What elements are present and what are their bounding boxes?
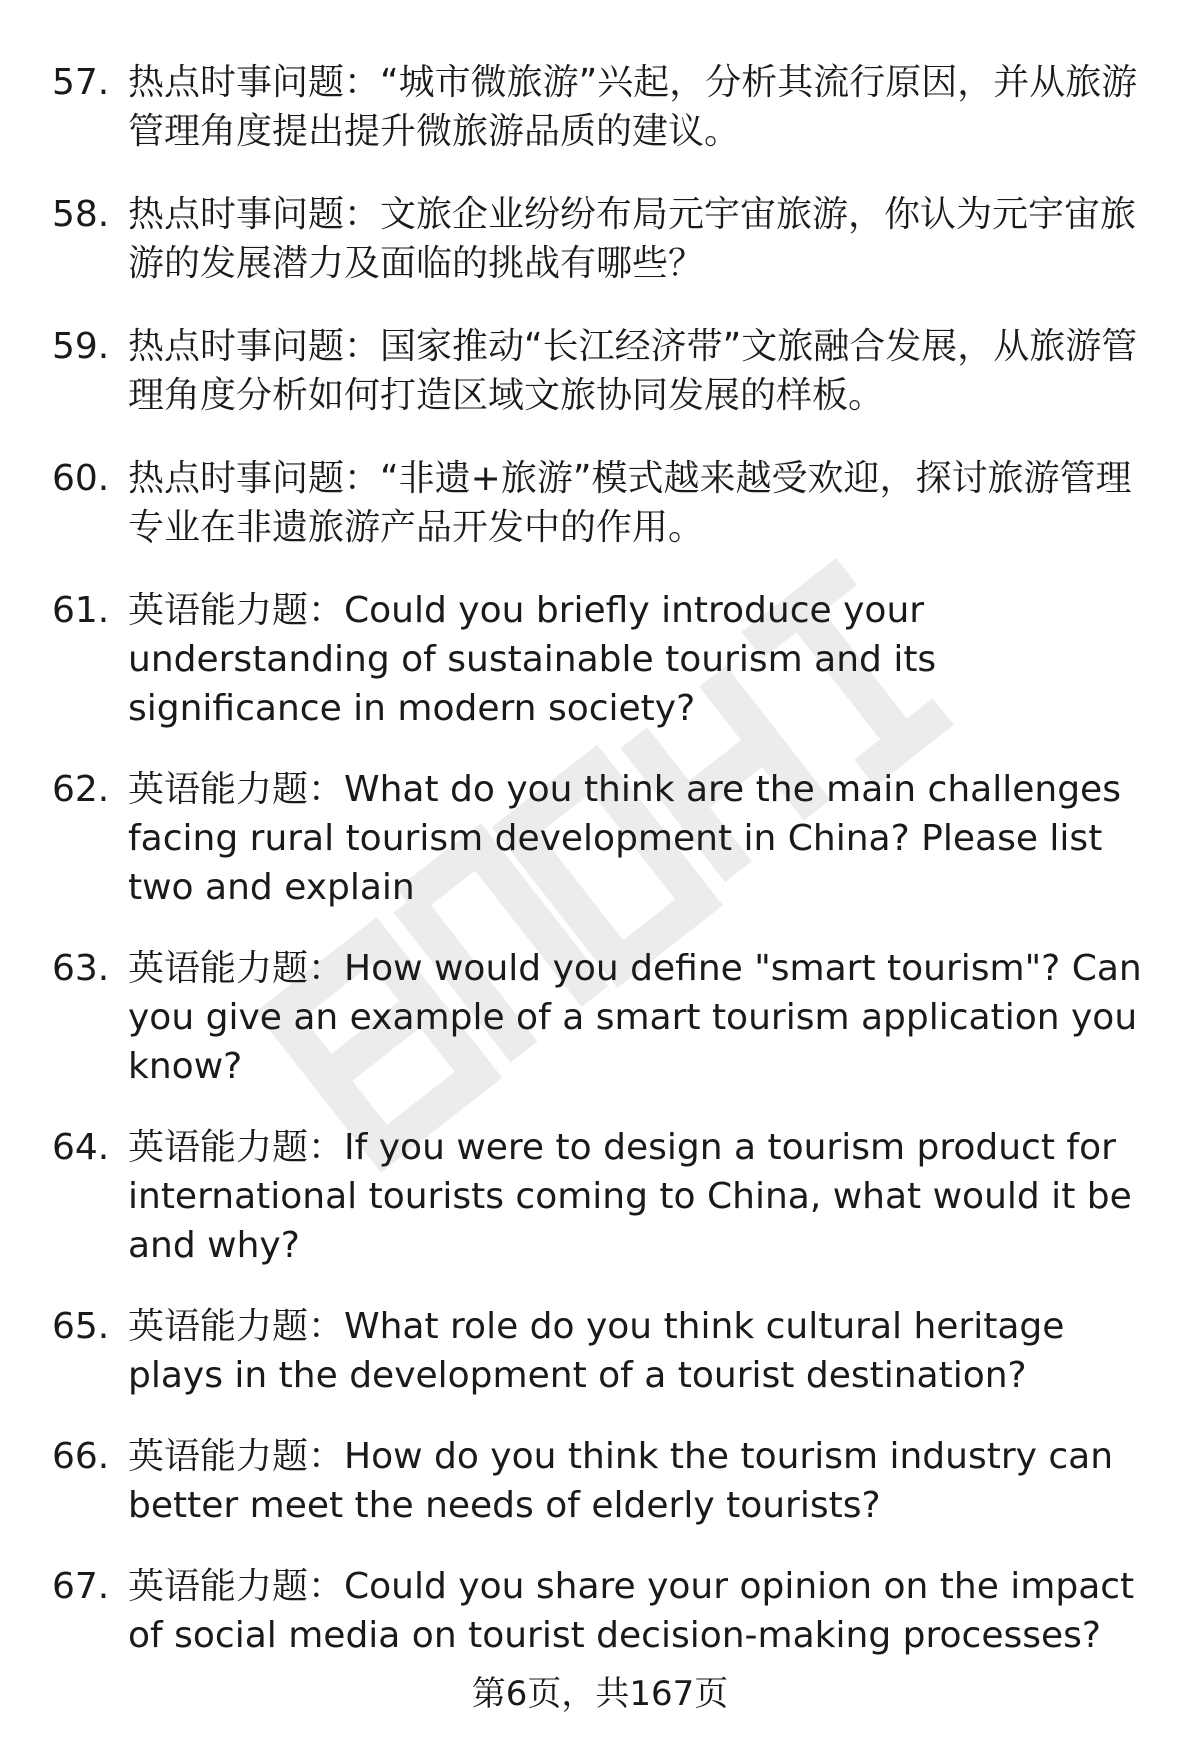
question-text: 英语能力题：If you were to design a tourism product for international tourists coming to China, what would it be and why?	[128, 1127, 1132, 1266]
question-item-65	[52, 1302, 1152, 1400]
question-item-62	[52, 765, 1152, 912]
question-item-61	[52, 586, 1152, 733]
question-list	[52, 58, 1152, 1660]
question-number: 57.	[52, 62, 110, 103]
question-text: 热点时事问题：“城市微旅游”兴起，分析其流行原因，并从旅游管理角度提出提升微旅游品质的建议。	[128, 62, 1138, 152]
question-number: 61.	[52, 590, 110, 631]
question-text: 热点时事问题：“非遗+旅游”模式越来越受欢迎，探讨旅游管理专业在非遗旅游产品开发中的作用。	[128, 458, 1132, 548]
question-text: 英语能力题：What do you think are the main challenges facing rural tourism development in China? Please list two and explain	[128, 769, 1121, 908]
question-item-57	[52, 58, 1152, 156]
question-number: 67.	[52, 1566, 110, 1607]
question-text: 热点时事问题：文旅企业纷纷布局元宇宙旅游，你认为元宇宙旅游的发展潜力及面临的挑战有哪些？	[128, 194, 1137, 284]
question-text: 英语能力题：How do you think the tourism industry can better meet the needs of elderly tourists?	[128, 1436, 1114, 1526]
question-text: 英语能力题：Could you share your opinion on the impact of social media on tourist decision-making processes?	[128, 1566, 1135, 1656]
question-number: 60.	[52, 458, 110, 499]
question-number: 65.	[52, 1306, 110, 1347]
question-item-59	[52, 322, 1152, 420]
question-item-64	[52, 1123, 1152, 1270]
question-number: 58.	[52, 194, 110, 235]
question-number: 64.	[52, 1127, 110, 1168]
page-number-footer: 第6页，共167页	[471, 1674, 729, 1714]
question-item-66	[52, 1432, 1152, 1530]
question-number: 66.	[52, 1436, 110, 1477]
question-text: 热点时事问题：国家推动“长江经济带”文旅融合发展，从旅游管理角度分析如何打造区域文旅协同发展的样板。	[128, 326, 1138, 416]
question-item-60	[52, 454, 1152, 552]
question-number: 63.	[52, 948, 110, 989]
question-text: 英语能力题：Could you briefly introduce your understanding of sustainable tourism and its significance in modern society?	[128, 590, 937, 729]
question-item-63	[52, 944, 1152, 1091]
question-number: 59.	[52, 326, 110, 367]
question-item-67	[52, 1562, 1152, 1660]
question-number: 62.	[52, 769, 110, 810]
question-text: 英语能力题：What role do you think cultural heritage plays in the development of a tourist destination?	[128, 1306, 1065, 1396]
question-text: 英语能力题：How would you define "smart tourism"? Can you give an example of a smart tourism application you know?	[128, 948, 1142, 1087]
question-item-58	[52, 190, 1152, 288]
